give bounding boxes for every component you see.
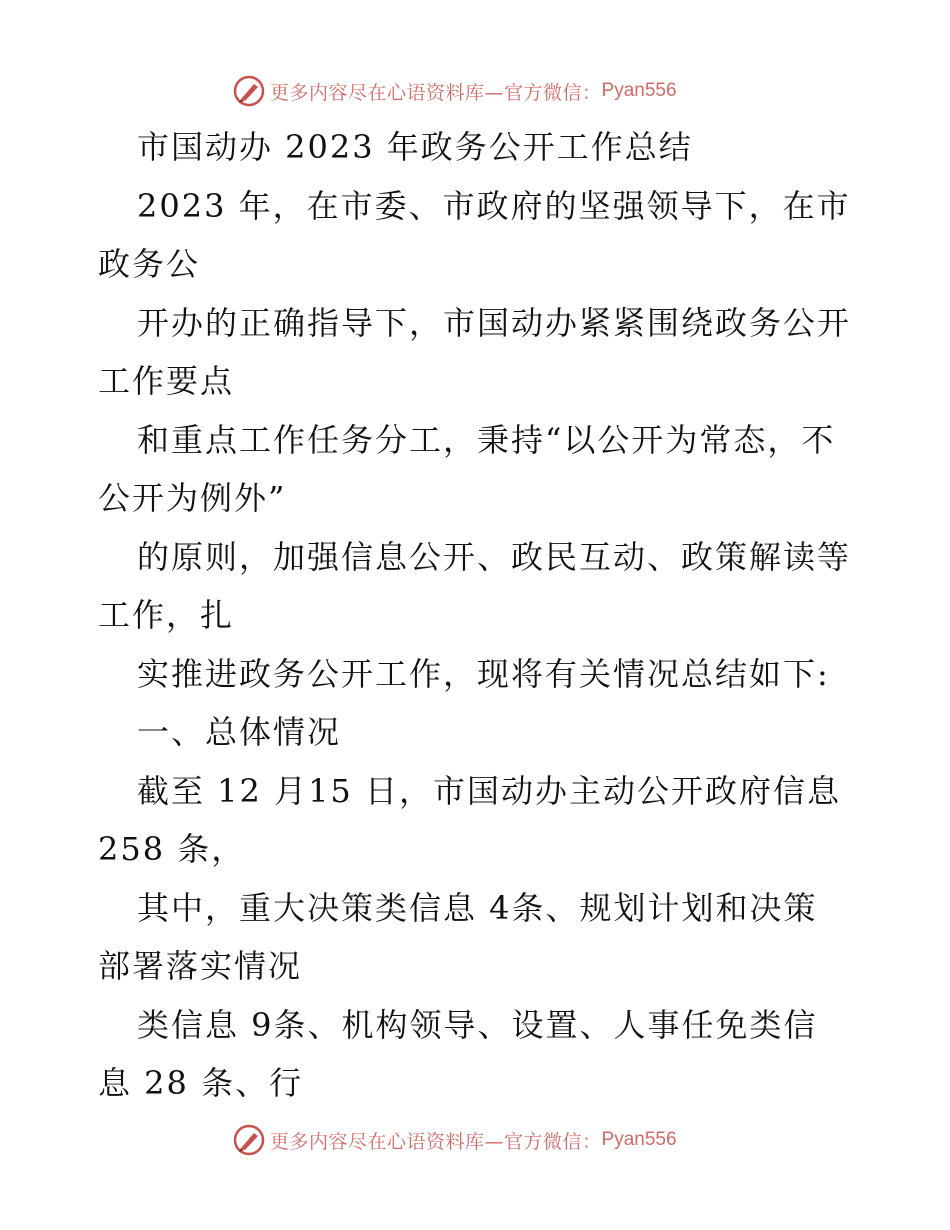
pen-logo-icon xyxy=(232,74,266,108)
watermark-text: 更多内容尽在心语资料库—官方微信： xyxy=(270,81,602,104)
header-watermark xyxy=(232,71,677,111)
watermark-contact: Pyan556 xyxy=(601,1129,677,1150)
paragraph-line: 258 条， xyxy=(98,830,246,868)
paragraph-line: 2023 年，在市委、市政府的坚强领导下，在市 xyxy=(137,187,851,225)
paragraph-line: 和重点工作任务分工，秉持“以公开为常态，不 xyxy=(137,421,836,459)
footer-watermark xyxy=(232,1120,677,1160)
paragraph-line: 公开为例外” xyxy=(98,479,287,517)
paragraph-line: 部署落实情况 xyxy=(98,947,303,985)
paragraph-line: 实推进政务公开工作，现将有关情况总结如下: xyxy=(137,655,830,693)
paragraph-line: 政务公 xyxy=(98,245,201,283)
pen-logo-icon xyxy=(232,1123,266,1157)
paragraph-line: 工作，扎 xyxy=(98,596,235,634)
watermark-contact: Pyan556 xyxy=(601,80,677,101)
document-title: 市国动办 2023 年政务公开工作总结 xyxy=(137,128,693,166)
paragraph-line: 的原则，加强信息公开、政民互动、政策解读等 xyxy=(137,538,852,576)
paragraph-line: 截至 12 月15 日，市国动办主动公开政府信息 xyxy=(137,772,841,810)
section-heading: 一、总体情况 xyxy=(137,713,342,751)
paragraph-line: 开办的正确指导下，市国动办紧紧围绕政务公开 xyxy=(137,304,852,342)
paragraph-line: 工作要点 xyxy=(98,362,235,400)
watermark-text: 更多内容尽在心语资料库—官方微信： xyxy=(270,1130,602,1153)
paragraph-line: 其中，重大决策类信息 4条、规划计划和决策 xyxy=(137,889,818,927)
paragraph-line: 类信息 9条、机构领导、设置、人事任免类信 xyxy=(137,1006,818,1044)
paragraph-line: 息 28 条、行 xyxy=(98,1064,304,1102)
